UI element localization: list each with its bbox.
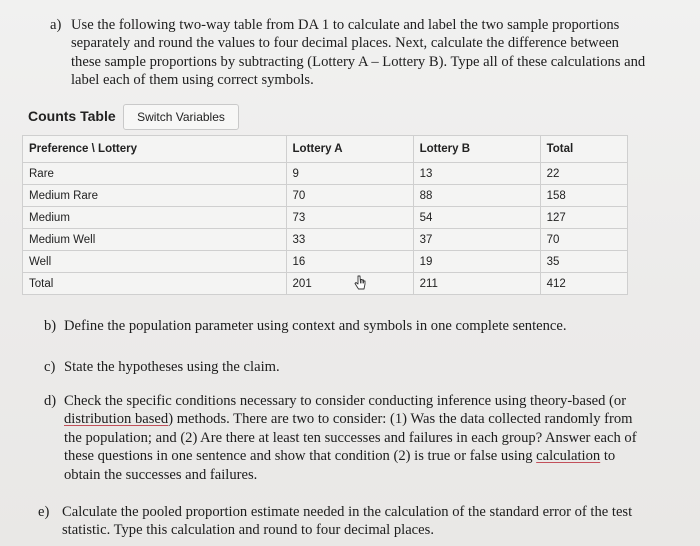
question-d-underlined-calculation: calculation xyxy=(536,448,601,465)
cell-lottery-a: 73 xyxy=(286,207,413,229)
cell-lottery-a: 9 xyxy=(286,163,413,185)
question-a xyxy=(50,16,650,90)
cell-total: 35 xyxy=(540,251,627,273)
row-label: Medium Well xyxy=(23,229,287,251)
row-label: Well xyxy=(23,251,287,273)
question-d-text-part1: Check the specific conditions necessary to consider conducting inference using theory-based (or xyxy=(64,393,627,409)
counts-table-title: Counts Table xyxy=(28,108,116,124)
row-label: Rare xyxy=(23,163,287,185)
table-row xyxy=(23,251,628,273)
cell-lottery-a: 33 xyxy=(286,229,413,251)
question-d xyxy=(44,392,644,484)
table-row xyxy=(23,185,628,207)
table-row xyxy=(23,229,628,251)
switch-variables-button[interactable]: Switch Variables xyxy=(123,104,239,130)
cell-total: 412 xyxy=(540,273,627,295)
question-a-text: Use the following two-way table from DA 1 to calculate and label the two sample proportions separately and round the values to four decimal places. Next, calculate the difference between these sample proportions by subtracting (Lottery A – Lottery B). Type all of these calculations and label each of them using correct symbols. xyxy=(71,17,646,89)
header-total: Total xyxy=(540,136,627,163)
cell-total: 158 xyxy=(540,185,627,207)
header-preference-lottery: Preference \ Lottery xyxy=(23,136,287,163)
mouse-cursor-icon xyxy=(352,275,368,293)
cell-total: 22 xyxy=(540,163,627,185)
cell-lottery-b: 13 xyxy=(413,163,540,185)
question-b-letter: b) xyxy=(44,318,57,334)
cell-lottery-b: 211 xyxy=(413,273,540,295)
counts-table xyxy=(22,135,628,295)
header-lottery-b: Lottery B xyxy=(413,136,540,163)
question-d-letter: d) xyxy=(44,393,57,409)
header-lottery-a: Lottery A xyxy=(286,136,413,163)
question-e xyxy=(38,503,668,540)
row-label: Medium Rare xyxy=(23,185,287,207)
question-b xyxy=(44,317,644,335)
question-e-letter: e) xyxy=(38,504,50,520)
cell-total: 127 xyxy=(540,207,627,229)
table-row xyxy=(23,163,628,185)
cell-lottery-b: 19 xyxy=(413,251,540,273)
row-label: Total xyxy=(23,273,287,295)
cell-lottery-b: 88 xyxy=(413,185,540,207)
question-c-text: State the hypotheses using the claim. xyxy=(64,359,280,375)
question-d-underlined-term: distribution based xyxy=(64,411,169,428)
table-row xyxy=(23,273,628,295)
question-e-text: Calculate the pooled proportion estimate needed in the calculation of the standard error of the test statistic. Type this calculation and round to four decimal places. xyxy=(62,504,633,539)
cell-lottery-a: 16 xyxy=(286,251,413,273)
table-header-row xyxy=(23,136,628,163)
question-d-text-part2: ) methods. There are two to consider: (1) Was the data collected randomly from the population; and (2) Are there at least ten successes and failures in each group? Answer each of these questions in one sentence and show that condition (2) is true or false using xyxy=(64,411,637,465)
question-b-text: Define the population parameter using context and symbols in one complete sentence. xyxy=(64,318,567,334)
cell-lottery-b: 54 xyxy=(413,207,540,229)
question-c-letter: c) xyxy=(44,359,56,375)
question-d-text xyxy=(44,392,644,484)
row-label: Medium xyxy=(23,207,287,229)
cell-total: 70 xyxy=(540,229,627,251)
cell-lottery-b: 37 xyxy=(413,229,540,251)
cell-lottery-a: 201 xyxy=(286,273,413,295)
table-row xyxy=(23,207,628,229)
question-c xyxy=(44,358,644,376)
question-a-letter: a) xyxy=(50,17,62,33)
question-d-text-part3: to obtain the successes and failures. xyxy=(64,448,616,483)
cell-lottery-a: 70 xyxy=(286,185,413,207)
